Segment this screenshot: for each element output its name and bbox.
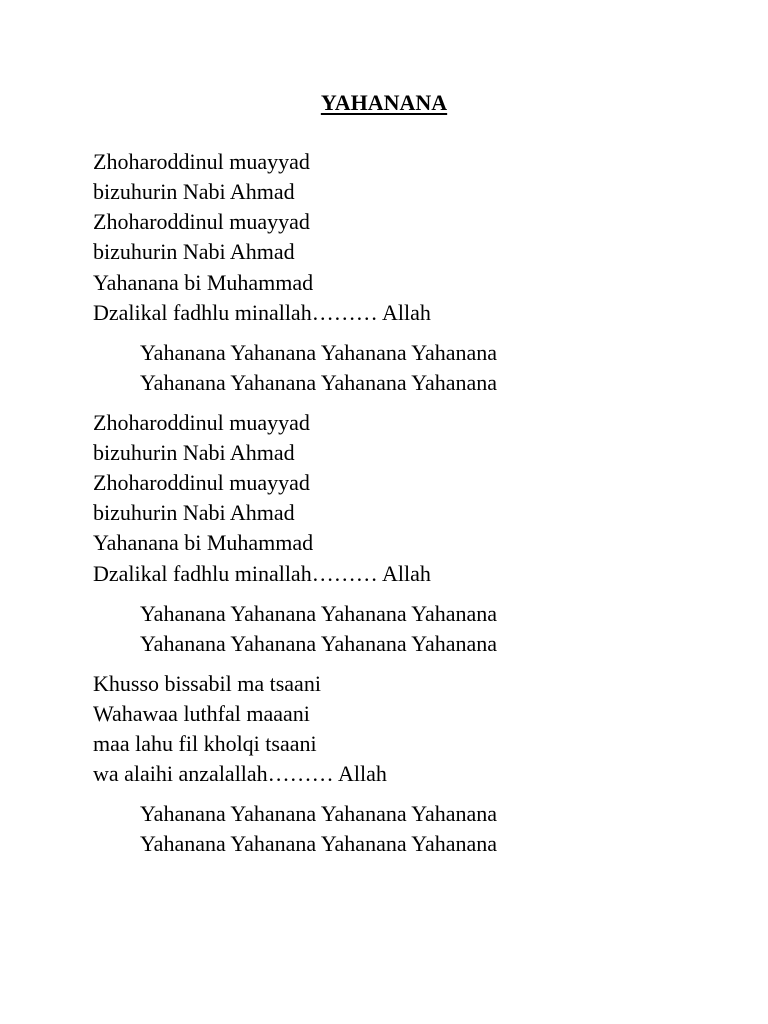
lyric-line: Dzalikal fadhlu minallah……… Allah: [93, 561, 431, 586]
lyric-line: Wahawaa luthfal maaani: [93, 701, 310, 726]
lyric-line: Yahanana bi Muhammad: [93, 530, 314, 555]
lyric-line: bizuhurin Nabi Ahmad: [93, 440, 295, 465]
lyric-line: Zhoharoddinul muayyad: [93, 149, 310, 174]
lyric-line: bizuhurin Nabi Ahmad: [93, 239, 295, 264]
chorus-line: Yahanana Yahanana Yahanana Yahanana: [140, 631, 498, 656]
lyric-line: maa lahu fil kholqi tsaani: [93, 731, 317, 756]
chorus-line: Yahanana Yahanana Yahanana Yahanana: [140, 370, 498, 395]
lyric-line: bizuhurin Nabi Ahmad: [93, 179, 295, 204]
chorus-line: Yahanana Yahanana Yahanana Yahanana: [140, 340, 498, 365]
lyric-line: bizuhurin Nabi Ahmad: [93, 500, 295, 525]
lyric-line: Zhoharoddinul muayyad: [93, 470, 310, 495]
lyric-line: Dzalikal fadhlu minallah……… Allah: [93, 300, 431, 325]
lyric-line: Zhoharoddinul muayyad: [93, 410, 310, 435]
lyric-line: Khusso bissabil ma tsaani: [93, 671, 321, 696]
lyric-line: Zhoharoddinul muayyad: [93, 209, 310, 234]
document-title: YAHANANA: [320, 90, 448, 115]
lyric-line: wa alaihi anzalallah……… Allah: [93, 761, 387, 786]
chorus-line: Yahanana Yahanana Yahanana Yahanana: [140, 801, 498, 826]
chorus-line: Yahanana Yahanana Yahanana Yahanana: [140, 601, 498, 626]
lyric-line: Yahanana bi Muhammad: [93, 270, 314, 295]
chorus-line: Yahanana Yahanana Yahanana Yahanana: [140, 831, 498, 856]
